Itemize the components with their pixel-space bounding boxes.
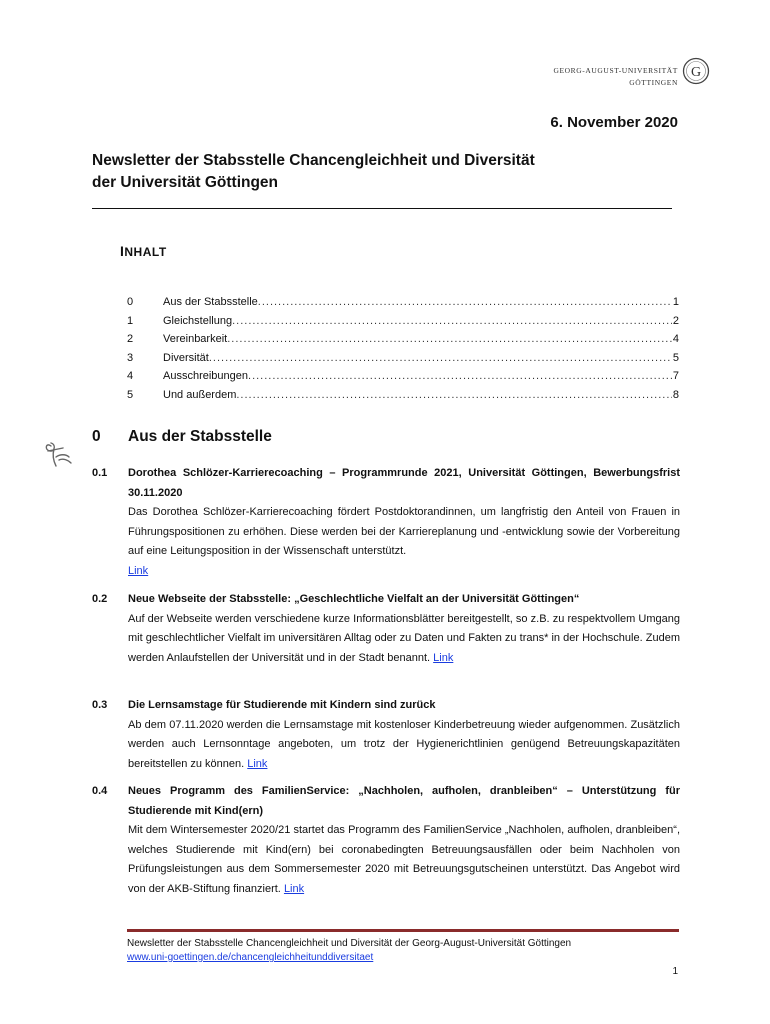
toc-heading-initial: I	[120, 243, 125, 259]
news-item	[92, 464, 680, 581]
toc-leader-dots	[209, 349, 672, 368]
toc-entry-label: Vereinbarkeit	[163, 333, 228, 345]
news-item	[92, 590, 680, 668]
news-item-body: Ab dem 07.11.2020 werden die Lernsamstage mit kostenloser Kinderbetreuung wieder aufgenommen. Zusätzlich werden auch Lernsonntage angeboten, um trotz der Hygienerichtlinien genügend Betreuungskapazitäten bereitstellen zu können.	[128, 718, 680, 770]
news-item-body: Auf der Webseite werden verschiedene kurze Informationsblätter bereitgestellt, so z.B. zu respektvollem Umgang mit geschlechtlicher Vielfalt im universitären Alltag oder zu Daten und Fakten zu trans* in der Hochschule. Zudem werden Anlaufstellen der Universität und in der Stadt benannt.	[128, 612, 680, 664]
toc-entry-page: 8	[672, 388, 679, 401]
toc-heading-rest: NHALT	[124, 245, 167, 259]
toc-entry-ausschreibungen[interactable]	[127, 367, 679, 386]
toc-leader-dots	[227, 330, 672, 349]
toc-entry-number: 5	[127, 388, 134, 401]
title-line-1: Newsletter der Stabsstelle Chancengleichheit und Diversität	[92, 152, 535, 169]
news-item	[92, 782, 680, 899]
title-line-2: der Universität Göttingen	[92, 174, 279, 191]
news-item-text	[128, 821, 680, 899]
news-item-title: Die Lernsamstage für Studierende mit Kindern sind zurück	[128, 699, 436, 711]
logo-line-1: GEORG-AUGUST-UNIVERSITÄT	[553, 66, 678, 75]
toc-leader-dots	[236, 386, 672, 405]
news-item	[92, 696, 680, 774]
title-divider	[92, 208, 672, 209]
toc-entry-page: 5	[672, 351, 679, 364]
toc-entry-number: 0	[127, 296, 134, 308]
newsletter-date: 6. November 2020	[550, 114, 678, 131]
handwritten-mark-icon	[42, 436, 76, 470]
news-item-title: Dorothea Schlözer-Karrierecoaching – Programmrunde 2021, Universität Göttingen, Bewerbungsfrist 30.11.2020	[128, 467, 680, 499]
toc-entry-label: Aus der Stabsstelle	[163, 296, 258, 308]
toc-leader-dots	[258, 293, 672, 312]
news-item-title: Neues Programm des FamilienService: „Nachholen, aufholen, dranbleiben“ – Unterstützung für Studierende mit Kind(ern)	[128, 785, 680, 817]
news-item-text	[128, 610, 680, 669]
news-item-body: Das Dorothea Schlözer-Karrierecoaching fördert Postdoktorandinnen, um langfristig den Anteil von Frauen in Führungspositionen zu erhöhen. Diese werden bei der Karriereplanung und -entwicklung sowie der Vorbereitung auf eine Leitungsposition in der Wissenschaft unterstützt.	[128, 506, 680, 557]
university-logo	[553, 60, 702, 88]
section-number: 0	[92, 428, 101, 445]
section-title: Aus der Stabsstelle	[128, 428, 272, 445]
toc-entry-gleichstellung[interactable]	[127, 312, 679, 331]
toc-entry-diversitaet[interactable]	[127, 349, 679, 368]
toc-entry-number: 1	[127, 314, 134, 327]
news-item-number: 0.3	[92, 699, 108, 711]
toc-entry-label: Diversität	[163, 351, 209, 364]
toc-entry-label: Gleichstellung	[163, 314, 233, 327]
section-heading	[92, 428, 272, 446]
footer-text: Newsletter der Stabsstelle Chancengleichheit und Diversität der Georg-August-Universität Göttingen	[127, 938, 572, 949]
university-seal-icon	[682, 57, 710, 85]
toc-entry-page: 4	[672, 333, 679, 345]
news-item-text	[128, 503, 680, 562]
toc-entry-number: 3	[127, 351, 134, 364]
logo-line-2: GÖTTINGEN	[629, 78, 678, 87]
toc-entry-label: Und außerdem	[163, 388, 237, 401]
footer-url-link[interactable]: www.uni-goettingen.de/chancengleichheitunddiversitaet	[127, 952, 374, 963]
table-of-contents	[127, 293, 679, 404]
news-item-link[interactable]: Link	[433, 651, 454, 664]
news-item-link[interactable]: Link	[247, 757, 268, 770]
toc-heading	[120, 243, 167, 259]
footer	[127, 937, 679, 965]
toc-entry-aus-der-stabsstelle[interactable]	[127, 293, 679, 312]
toc-leader-dots	[232, 312, 672, 331]
page-number: 1	[672, 966, 678, 977]
seal-letter: G	[690, 65, 702, 80]
news-item-body: Mit dem Wintersemester 2020/21 startet das Programm des FamilienService „Nachholen, aufholen, dranbleiben“, welches Studierende mit Kind(ern) bei coronabedingten Betreuungsausfällen oder beim Nachholen von Prüfungsleistungen aus dem Sommersemester 2020 mit Betreuungsgutscheinen unterstützt. Das Angebot wird von der AKB-Stiftung finanziert.	[128, 824, 680, 895]
toc-entry-number: 4	[127, 370, 134, 382]
toc-entry-und-ausserdem[interactable]	[127, 386, 679, 405]
toc-entry-page: 7	[672, 370, 679, 382]
toc-entry-page: 1	[672, 296, 679, 308]
newsletter-title	[92, 150, 682, 194]
toc-entry-page: 2	[672, 314, 679, 327]
news-item-number: 0.2	[92, 593, 108, 605]
toc-entry-label: Ausschreibungen	[163, 370, 249, 382]
news-item-text	[128, 716, 680, 775]
toc-entry-vereinbarkeit[interactable]	[127, 330, 679, 349]
news-item-number: 0.1	[92, 467, 108, 479]
footer-divider	[127, 929, 679, 932]
news-item-title: Neue Webseite der Stabsstelle: „Geschlechtliche Vielfalt an der Universität Göttingen“	[128, 593, 580, 605]
news-item-link[interactable]: Link	[128, 564, 149, 577]
news-item-number: 0.4	[92, 785, 108, 797]
toc-entry-number: 2	[127, 333, 134, 345]
toc-leader-dots	[248, 367, 672, 386]
news-item-link[interactable]: Link	[283, 882, 305, 895]
